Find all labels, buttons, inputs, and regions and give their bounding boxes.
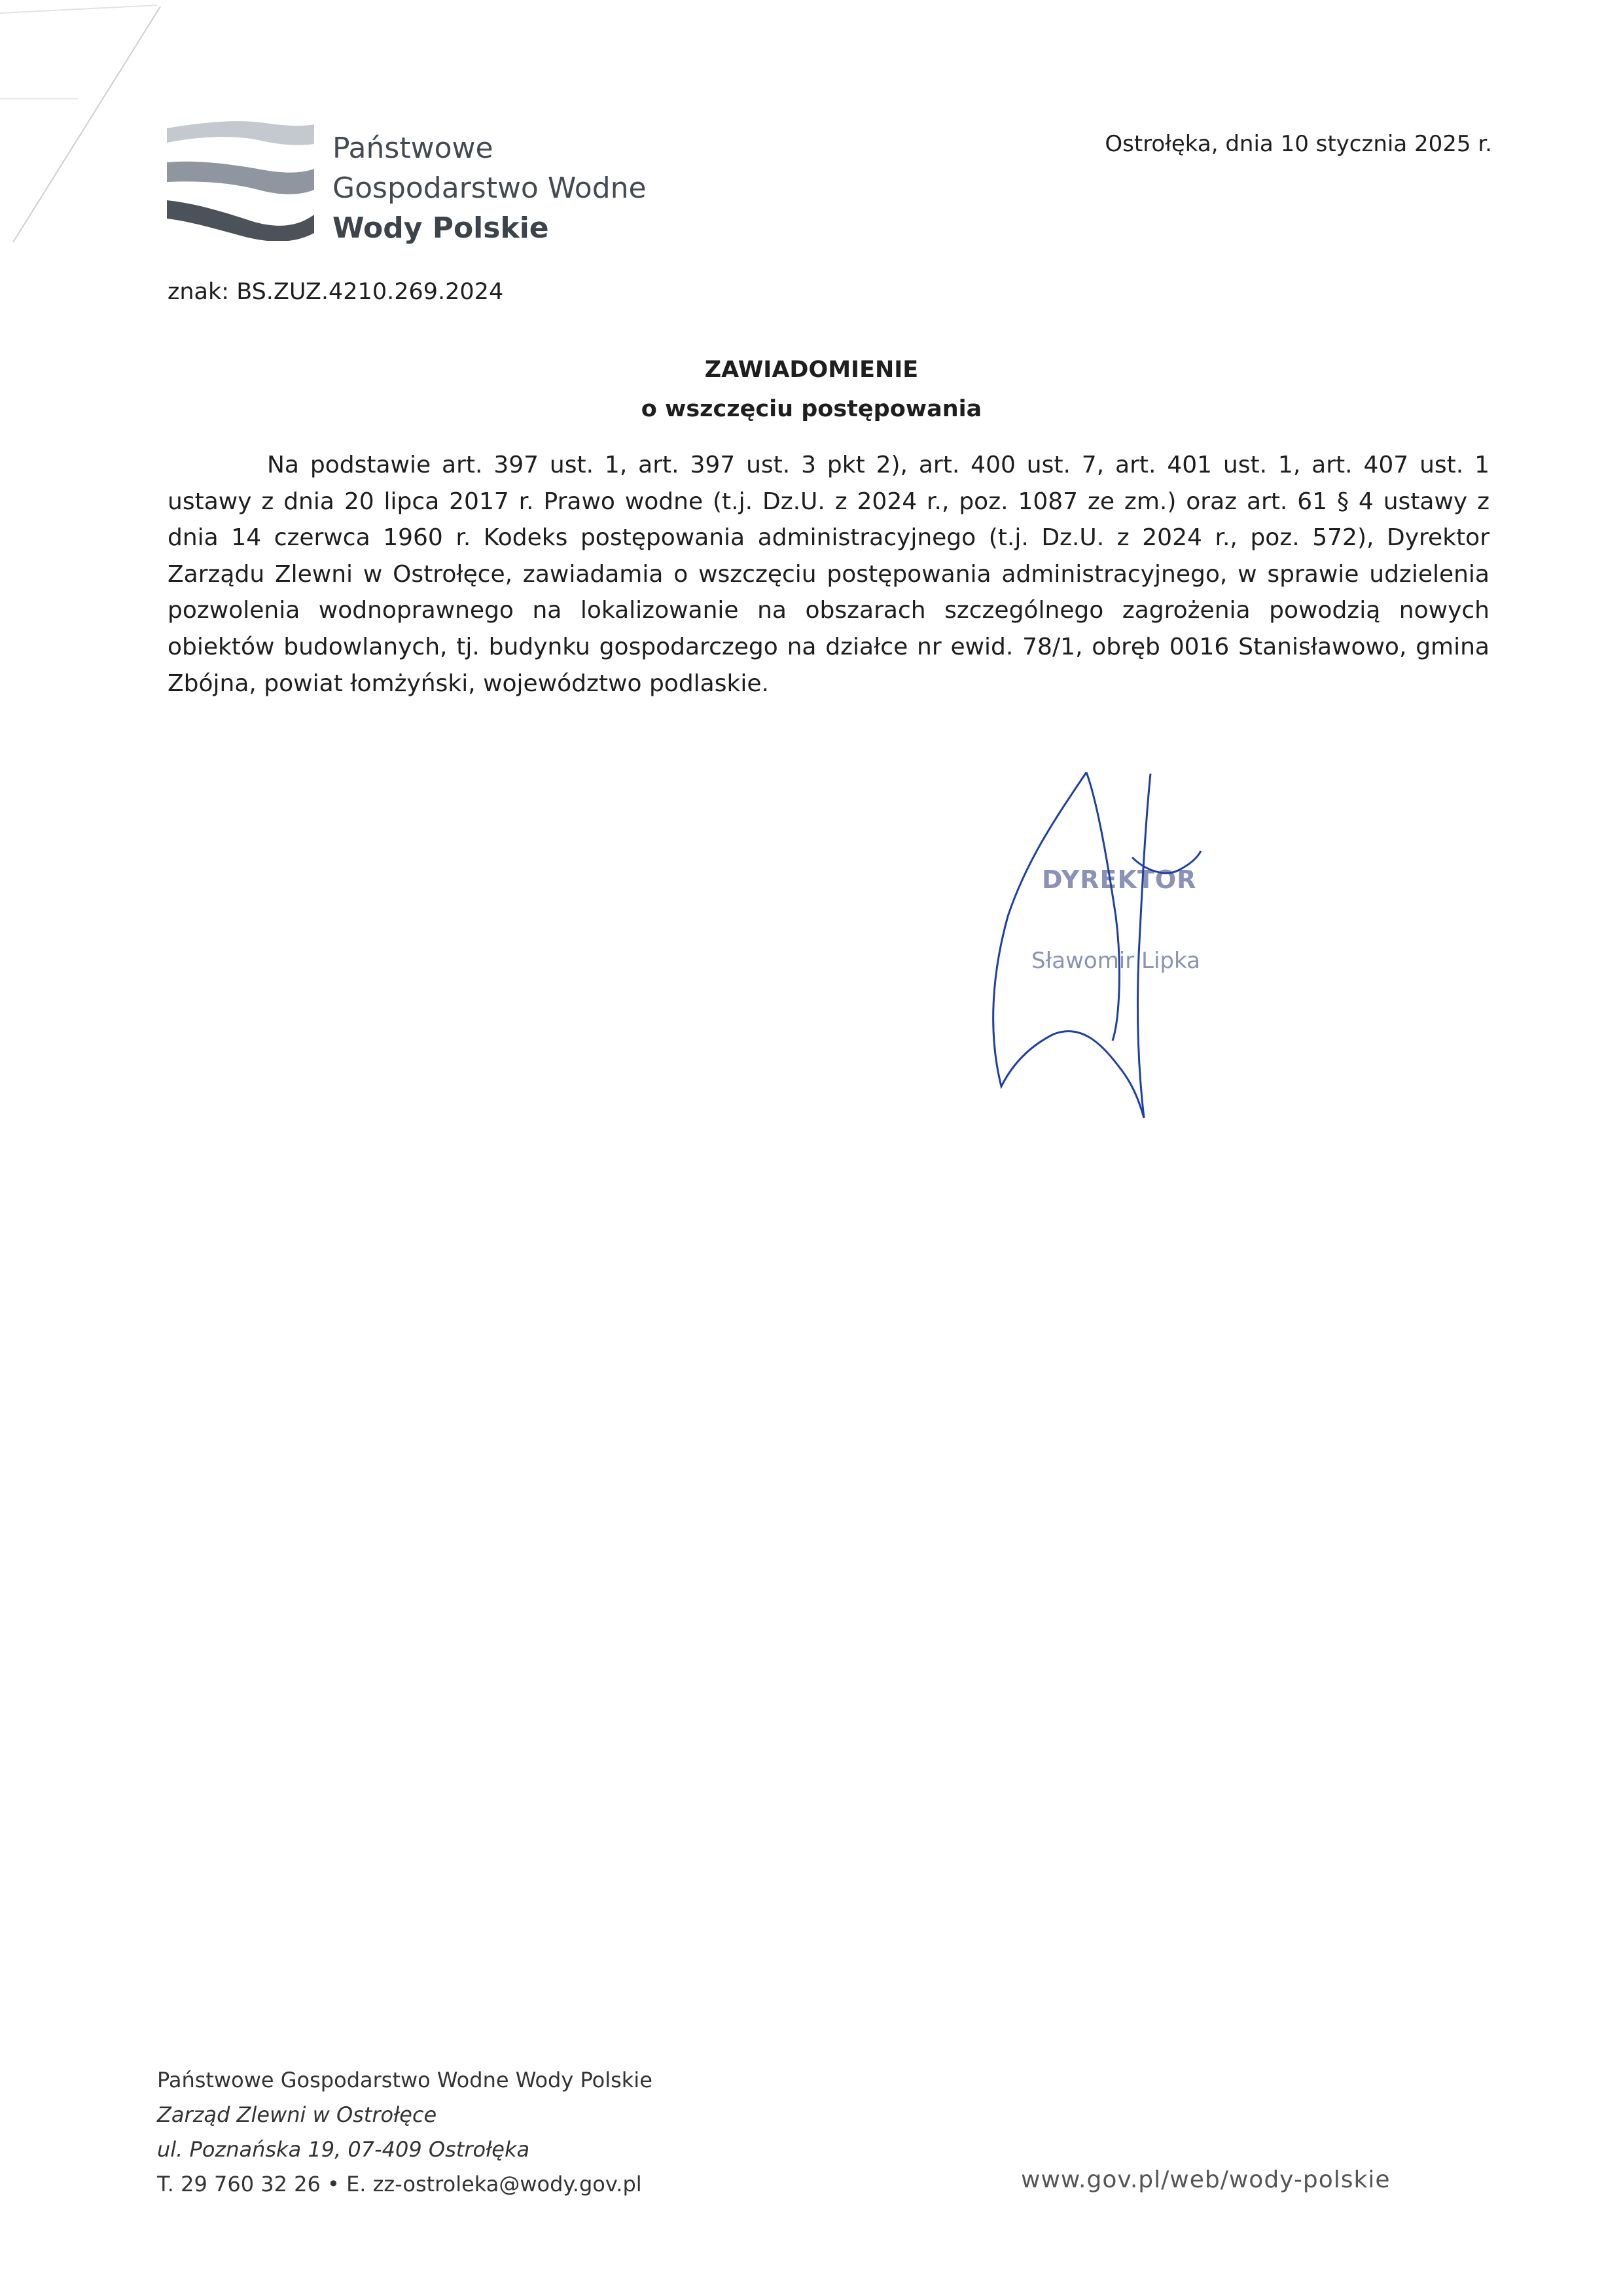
logo-wordmark [332,128,647,248]
stamp-title: DYREKTOR [1042,865,1197,894]
footer-unit: Zarząd Zlewni w Ostrołęce [157,2102,437,2127]
title-sub: o wszczęciu postępowania [641,396,982,422]
footer-website-link[interactable]: www.gov.pl/web/wody-polskie [1021,2166,1391,2193]
handwritten-signature-icon [982,759,1230,1139]
wody-polskie-logo-icon [167,117,314,241]
footer-street: ul. Poznańska 19, 07-409 Ostrołęka [157,2137,530,2162]
footer-contact: T. 29 760 32 26 • E. zz-ostroleka@wody.gov.pl [157,2172,642,2197]
document-reference: znak: BS.ZUZ.4210.269.2024 [168,279,504,305]
body-paragraph: Na podstawie art. 397 ust. 1, art. 397 ust. 3 pkt 2), art. 400 ust. 7, art. 401 ust. 1, art. 407 ust. 1 ustawy z dnia 20 lipca 2017 r. Prawo wodne (t.j. Dz.U. z 2024 r., poz. 1087 ze zm.) oraz art. 61 § 4 ustawy z dnia 14 czerwca 1960 r. Kodeks postępowania administracyjnego (t.j. Dz.U. z 2024 r., poz. 572), Dyrektor Zarządu Zlewni w Ostrołęce, zawiadamia o wszczęciu postępowania administracyjnego, w sprawie udzielenia pozwolenia wodnoprawnego na lokalizowanie na obszarach szczególnego zagrożenia powodzią nowych obiektów budowlanych, tj. budynku gospodarczego na działce nr ewid. 78/1, obręb 0016 Stanisławowo, gmina Zbójna, powiat łomżyński, województwo podlaskie. [168,452,1489,697]
document-date: Ostrołęka, dnia 10 stycznia 2025 r. [1105,131,1492,157]
logo-wave-dark [167,200,314,241]
logo-wave-mid [167,162,314,194]
title-main: ZAWIADOMIENIE [704,357,919,383]
logo-line-2: Gospodarstwo Wodne [332,171,647,205]
logo-line-3: Wody Polskie [332,211,549,245]
stamp-name: Sławomir Lipka [1031,948,1200,974]
logo-wave-light [167,121,314,145]
scan-corner-line [0,0,170,249]
document-title [0,350,1623,429]
logo-line-1: Państwowe [332,132,493,165]
footer-org: Państwowe Gospodarstwo Wodne Wody Polskie [157,2068,652,2092]
footer-address [157,2063,652,2202]
